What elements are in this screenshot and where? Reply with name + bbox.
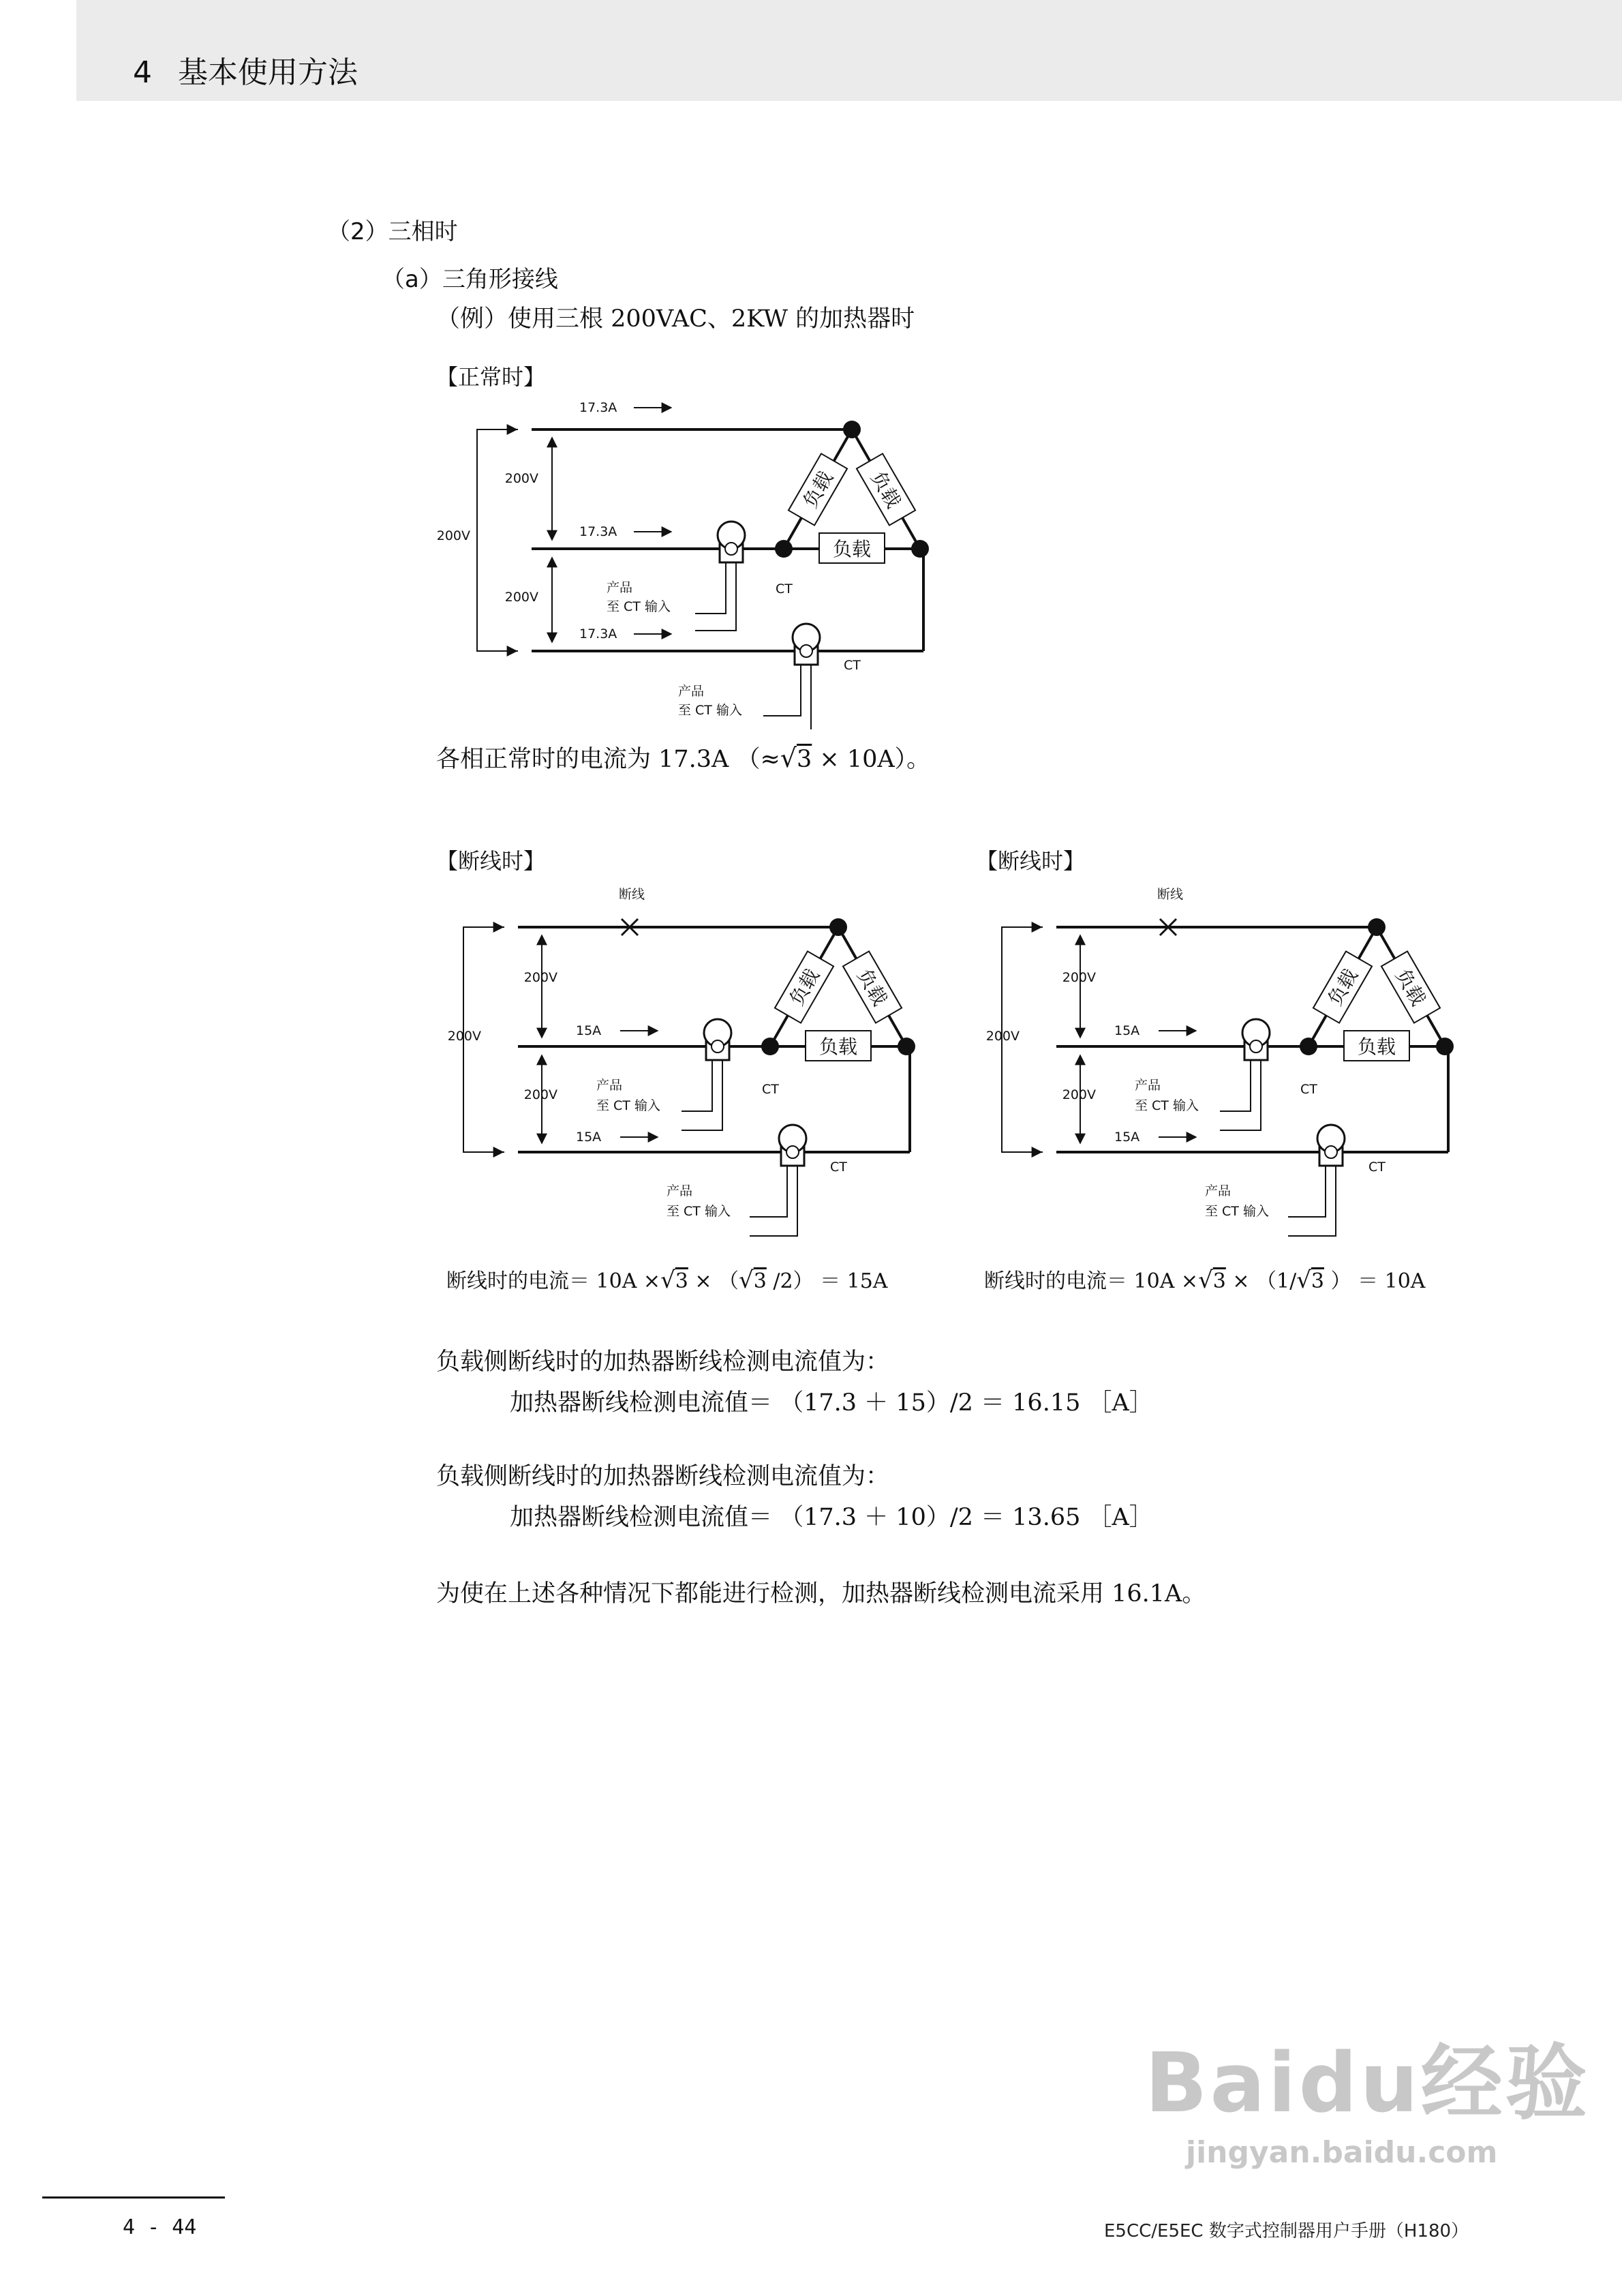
broken-right-formula: 断线时的电流＝ 10A ×√3 × （1/√3 ） ＝ 10A bbox=[984, 1267, 1426, 1294]
sqrt-radicand: 3 bbox=[797, 746, 812, 773]
current-label: 15A bbox=[1114, 1023, 1140, 1038]
line-voltage-label: 200V bbox=[436, 528, 470, 543]
ct-lead bbox=[695, 561, 726, 614]
svg-text:负载: 负载 bbox=[853, 965, 891, 1010]
svg-text:负载: 负载 bbox=[866, 467, 905, 512]
load-right bbox=[857, 453, 915, 525]
chapter-heading bbox=[133, 48, 358, 91]
ct-input-label: 至 CT 输入 bbox=[1135, 1098, 1199, 1113]
svg-text:负载: 负载 bbox=[1357, 1036, 1396, 1058]
watermark-main: Baidu经验 bbox=[1145, 2036, 1590, 2131]
break-label: 断线 bbox=[619, 887, 645, 902]
product-label: 产品 bbox=[1205, 1183, 1231, 1198]
ct-label: CT bbox=[844, 658, 861, 673]
normal-caption: 各相正常时的电流为 17.3A （≈√3 × 10A）。 bbox=[436, 743, 931, 773]
svg-text:负载: 负载 bbox=[818, 1036, 858, 1058]
phase-voltage-label: 200V bbox=[1062, 970, 1096, 985]
ct-lead bbox=[695, 561, 736, 631]
break-label: 断线 bbox=[1157, 887, 1184, 902]
broken-right-title: 【断线时】 bbox=[976, 848, 1086, 874]
svg-text:负载: 负载 bbox=[1391, 965, 1430, 1010]
product-label: 产品 bbox=[1135, 1078, 1161, 1093]
broken-left-title: 【断线时】 bbox=[436, 848, 546, 874]
line-voltage-label: 200V bbox=[447, 1029, 481, 1044]
section-title: （2）三相时 bbox=[327, 218, 458, 245]
phase-voltage-label: 200V bbox=[523, 970, 557, 985]
load-bottom bbox=[819, 533, 885, 563]
ct-sensor-t bbox=[793, 624, 820, 665]
phase-voltage-label: 200V bbox=[504, 590, 538, 605]
load-left bbox=[1313, 951, 1372, 1023]
phase-voltage-label: 200V bbox=[1062, 1087, 1096, 1102]
load-bottom bbox=[1344, 1031, 1409, 1061]
outer-voltage-bracket bbox=[477, 429, 518, 651]
chapter-number: 4 bbox=[133, 55, 152, 90]
section-subtitle: （a）三角形接线 bbox=[382, 266, 558, 293]
result-line-3: 负载侧断线时的加热器断线检测电流值为： bbox=[436, 1463, 890, 1490]
ct-input-label: 至 CT 输入 bbox=[596, 1098, 660, 1113]
current-label: 15A bbox=[576, 1023, 602, 1038]
normal-title: 【正常时】 bbox=[436, 364, 546, 390]
ct-label: CT bbox=[776, 581, 793, 596]
svg-text:负载: 负载 bbox=[799, 467, 838, 512]
watermark-sub: jingyan.baidu.com bbox=[1186, 2135, 1498, 2170]
current-label: 17.3A bbox=[579, 400, 617, 415]
ct-sensor-s bbox=[1242, 1019, 1270, 1060]
product-label: 产品 bbox=[667, 1183, 693, 1198]
ct-label: CT bbox=[1300, 1082, 1317, 1097]
result-line-4: 加热器断线检测电流值＝ （17.3 ＋ 10）/2 ＝ 13.65 ［A］ bbox=[510, 1504, 1153, 1531]
ct-sensor-t bbox=[1317, 1125, 1345, 1166]
ct-input-label: 至 CT 输入 bbox=[1205, 1204, 1269, 1219]
node bbox=[843, 421, 861, 438]
node bbox=[911, 540, 929, 558]
svg-text:负载: 负载 bbox=[785, 965, 824, 1010]
ct-sensor-s bbox=[704, 1019, 731, 1060]
ct-label: CT bbox=[1368, 1160, 1386, 1175]
ct-input-label: 至 CT 输入 bbox=[678, 703, 742, 718]
conclusion-text: 为使在上述各种情况下都能进行检测，加热器断线检测电流采用 16.1A。 bbox=[436, 1580, 1206, 1607]
broken-right-diagram bbox=[975, 879, 1479, 1241]
footer-rule bbox=[42, 2196, 225, 2199]
broken-left-formula: 断线时的电流＝ 10A ×√3 × （√3 /2） ＝ 15A bbox=[446, 1267, 888, 1294]
phase-voltage-label: 200V bbox=[523, 1087, 557, 1102]
product-label: 产品 bbox=[678, 684, 705, 699]
load-bottom bbox=[806, 1031, 871, 1061]
current-label: 17.3A bbox=[579, 626, 617, 641]
page-number: 4 - 44 bbox=[123, 2216, 197, 2239]
result-line-1: 负载侧断线时的加热器断线检测电流值为： bbox=[436, 1348, 890, 1376]
svg-text:负载: 负载 bbox=[832, 538, 872, 560]
current-label: 15A bbox=[576, 1130, 602, 1145]
ct-input-label: 至 CT 输入 bbox=[607, 599, 671, 614]
load-left bbox=[789, 453, 847, 525]
normal-diagram bbox=[436, 389, 954, 729]
ct-sensor-t bbox=[779, 1125, 806, 1166]
svg-text:负载: 负载 bbox=[1323, 965, 1362, 1010]
load-right bbox=[1381, 951, 1440, 1023]
example-text: （例）使用三根 200VAC、2KW 的加热器时 bbox=[436, 305, 915, 333]
ct-lead bbox=[763, 663, 801, 716]
ct-lead bbox=[763, 663, 811, 729]
product-label: 产品 bbox=[596, 1078, 623, 1093]
broken-left-diagram bbox=[436, 879, 940, 1241]
current-label: 17.3A bbox=[579, 524, 617, 539]
ct-input-label: 至 CT 输入 bbox=[667, 1204, 731, 1219]
current-label: 15A bbox=[1114, 1130, 1140, 1145]
ct-label: CT bbox=[830, 1160, 847, 1175]
ct-label: CT bbox=[762, 1082, 779, 1097]
manual-title: E5CC/E5EC 数字式控制器用户手册（H180） bbox=[1104, 2221, 1469, 2241]
ct-sensor-s bbox=[718, 522, 745, 562]
line-voltage-label: 200V bbox=[985, 1029, 1020, 1044]
load-left bbox=[775, 951, 833, 1023]
node bbox=[775, 540, 793, 558]
phase-voltage-label: 200V bbox=[504, 471, 538, 486]
product-label: 产品 bbox=[607, 580, 633, 595]
load-right bbox=[843, 951, 902, 1023]
result-line-2: 加热器断线检测电流值＝ （17.3 ＋ 15）/2 ＝ 16.15 ［A］ bbox=[510, 1389, 1153, 1417]
watermark bbox=[1145, 2018, 1590, 2170]
chapter-title: 基本使用方法 bbox=[178, 55, 358, 90]
